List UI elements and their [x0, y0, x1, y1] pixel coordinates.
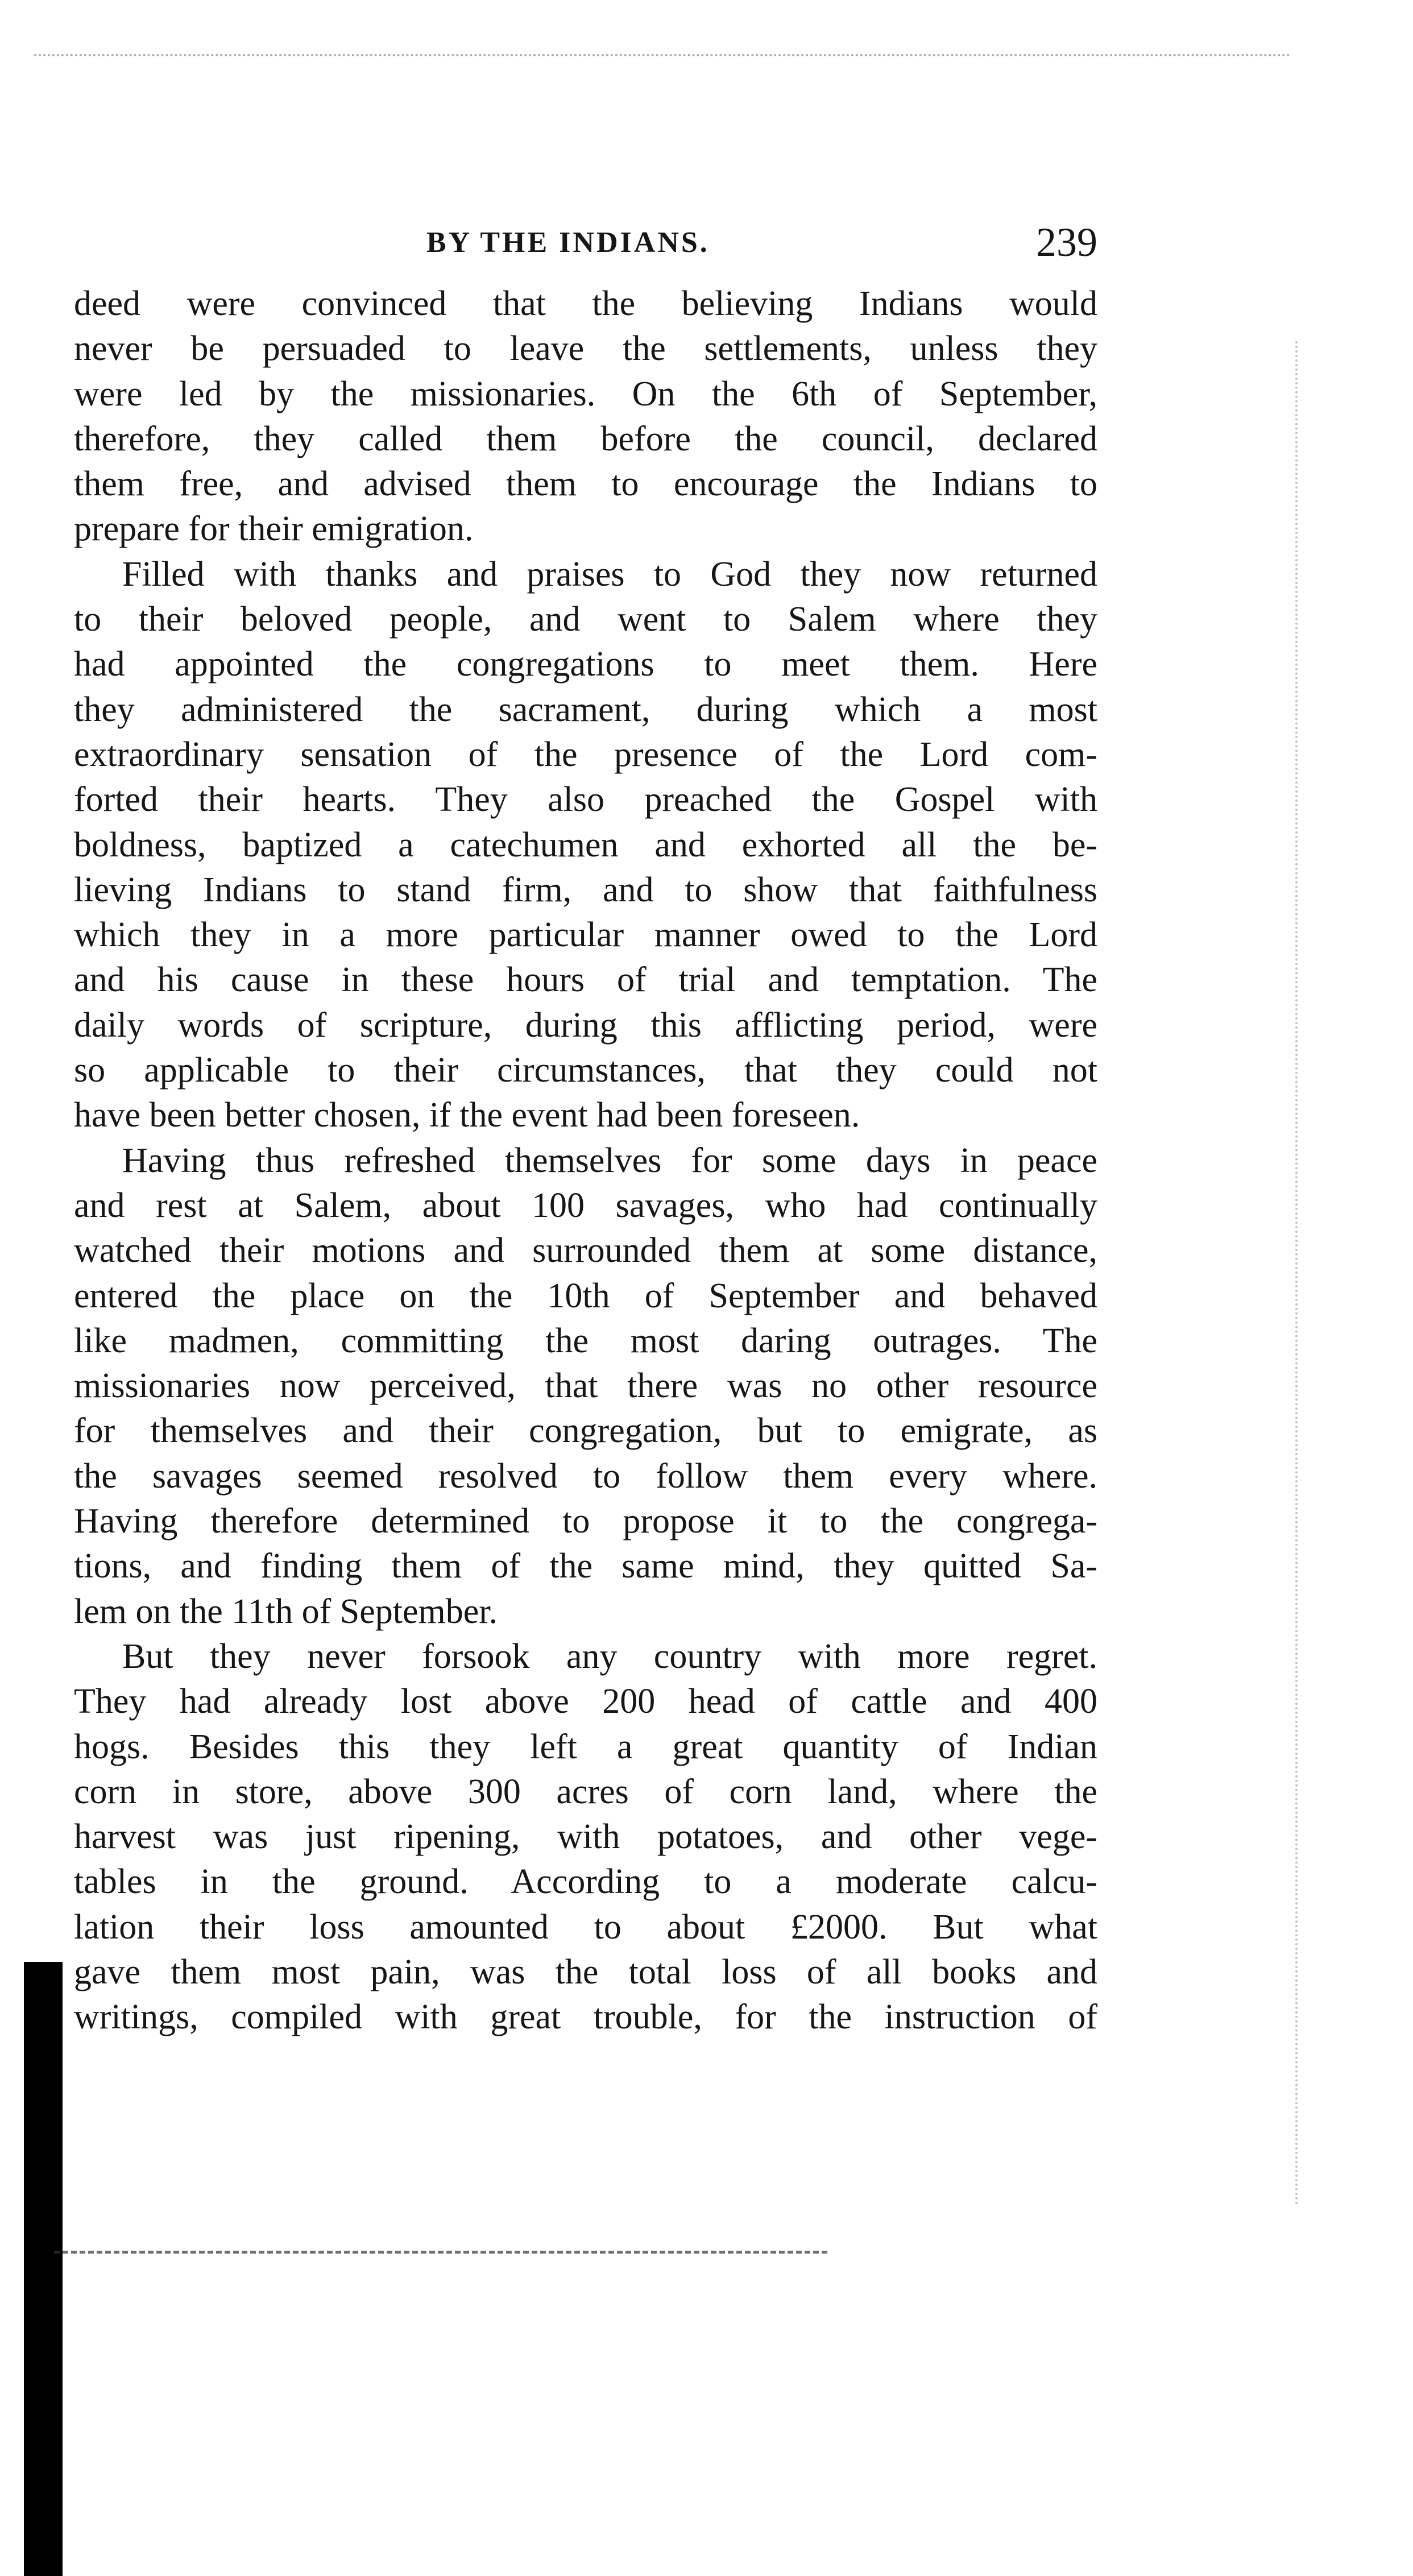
page-number: 239 — [1036, 220, 1097, 265]
text-line: lation their loss amounted to about £2000. But what — [74, 1907, 1097, 1947]
margin-bar — [24, 1962, 63, 2576]
text-line: prepare for their emigration. — [74, 510, 474, 549]
text-line: lieving Indians to stand firm, and to show that faithfulness — [74, 870, 1097, 909]
page-header — [74, 219, 1097, 270]
text-line: Having thus refreshed themselves for some days in peace — [122, 1141, 1097, 1180]
text-line: gave them most pain, was the total loss of all books and — [74, 1952, 1097, 1991]
scan-artifact-top — [34, 54, 1291, 59]
text-line: writings, compiled with great trouble, for the instruction of — [74, 1998, 1097, 2037]
scan-artifact-right — [1295, 341, 1300, 2206]
text-line: tions, and finding them of the same mind, they quitted Sa- — [74, 1547, 1097, 1586]
text-line: missionaries now perceived, that there was no other resource — [74, 1366, 1097, 1406]
text-line: and rest at Salem, about 100 savages, who had continually — [74, 1186, 1097, 1225]
text-line: deed were convinced that the believing Indians would — [74, 284, 1097, 323]
text-line: never be persuaded to leave the settlements, unless they — [74, 329, 1097, 368]
text-line: Having therefore determined to propose it to the congrega- — [74, 1502, 1097, 1541]
text-line: lem on the 11th of September. — [74, 1592, 498, 1631]
text-line: them free, and advised them to encourage the Indians to — [74, 465, 1097, 504]
text-line: tables in the ground. According to a moderate calcu- — [74, 1862, 1097, 1902]
text-line: hogs. Besides this they left a great quantity of Indian — [74, 1727, 1097, 1766]
text-line: boldness, baptized a catechumen and exhorted all the be- — [74, 825, 1097, 864]
text-line: entered the place on the 10th of September and behaved — [74, 1276, 1097, 1315]
running-head: BY THE INDIANS. — [426, 226, 710, 259]
text-line: forted their hearts. They also preached the Gospel with — [74, 780, 1097, 819]
text-line: were led by the missionaries. On the 6th of September, — [74, 374, 1097, 413]
text-line: therefore, they called them before the council, declared — [74, 419, 1097, 458]
text-line: which they in a more particular manner owed to the Lord — [74, 916, 1097, 955]
text-line: like madmen, committing the most daring outrages. The — [74, 1321, 1097, 1360]
scan-artifact-bottom — [54, 2251, 827, 2256]
text-line: But they never forsook any country with more regret. — [122, 1637, 1097, 1676]
text-line: corn in store, above 300 acres of corn land, where the — [74, 1772, 1097, 1811]
text-line: and his cause in these hours of trial and temptation. The — [74, 960, 1097, 1000]
text-line: extraordinary sensation of the presence of the Lord com- — [74, 735, 1097, 774]
text-line: to their beloved people, and went to Salem where they — [74, 600, 1097, 639]
text-line: They had already lost above 200 head of cattle and 400 — [74, 1682, 1097, 1721]
text-line: harvest was just ripening, with potatoes, and other vege- — [74, 1817, 1097, 1857]
text-line: watched their motions and surrounded them at some distance, — [74, 1231, 1097, 1270]
text-line: have been better chosen, if the event had been foreseen. — [74, 1096, 860, 1135]
text-line: they administered the sacrament, during which a most — [74, 690, 1097, 729]
text-line: for themselves and their congregation, but to emigrate, as — [74, 1411, 1097, 1451]
text-line: daily words of scripture, during this afflicting period, were — [74, 1005, 1097, 1045]
text-line: the savages seemed resolved to follow them every where. — [74, 1456, 1097, 1496]
text-line: Filled with thanks and praises to God they now returned — [122, 554, 1097, 594]
text-line: so applicable to their circumstances, that they could not — [74, 1051, 1097, 1090]
body-text — [74, 281, 1097, 2040]
text-line: had appointed the congregations to meet them. Here — [74, 645, 1097, 684]
